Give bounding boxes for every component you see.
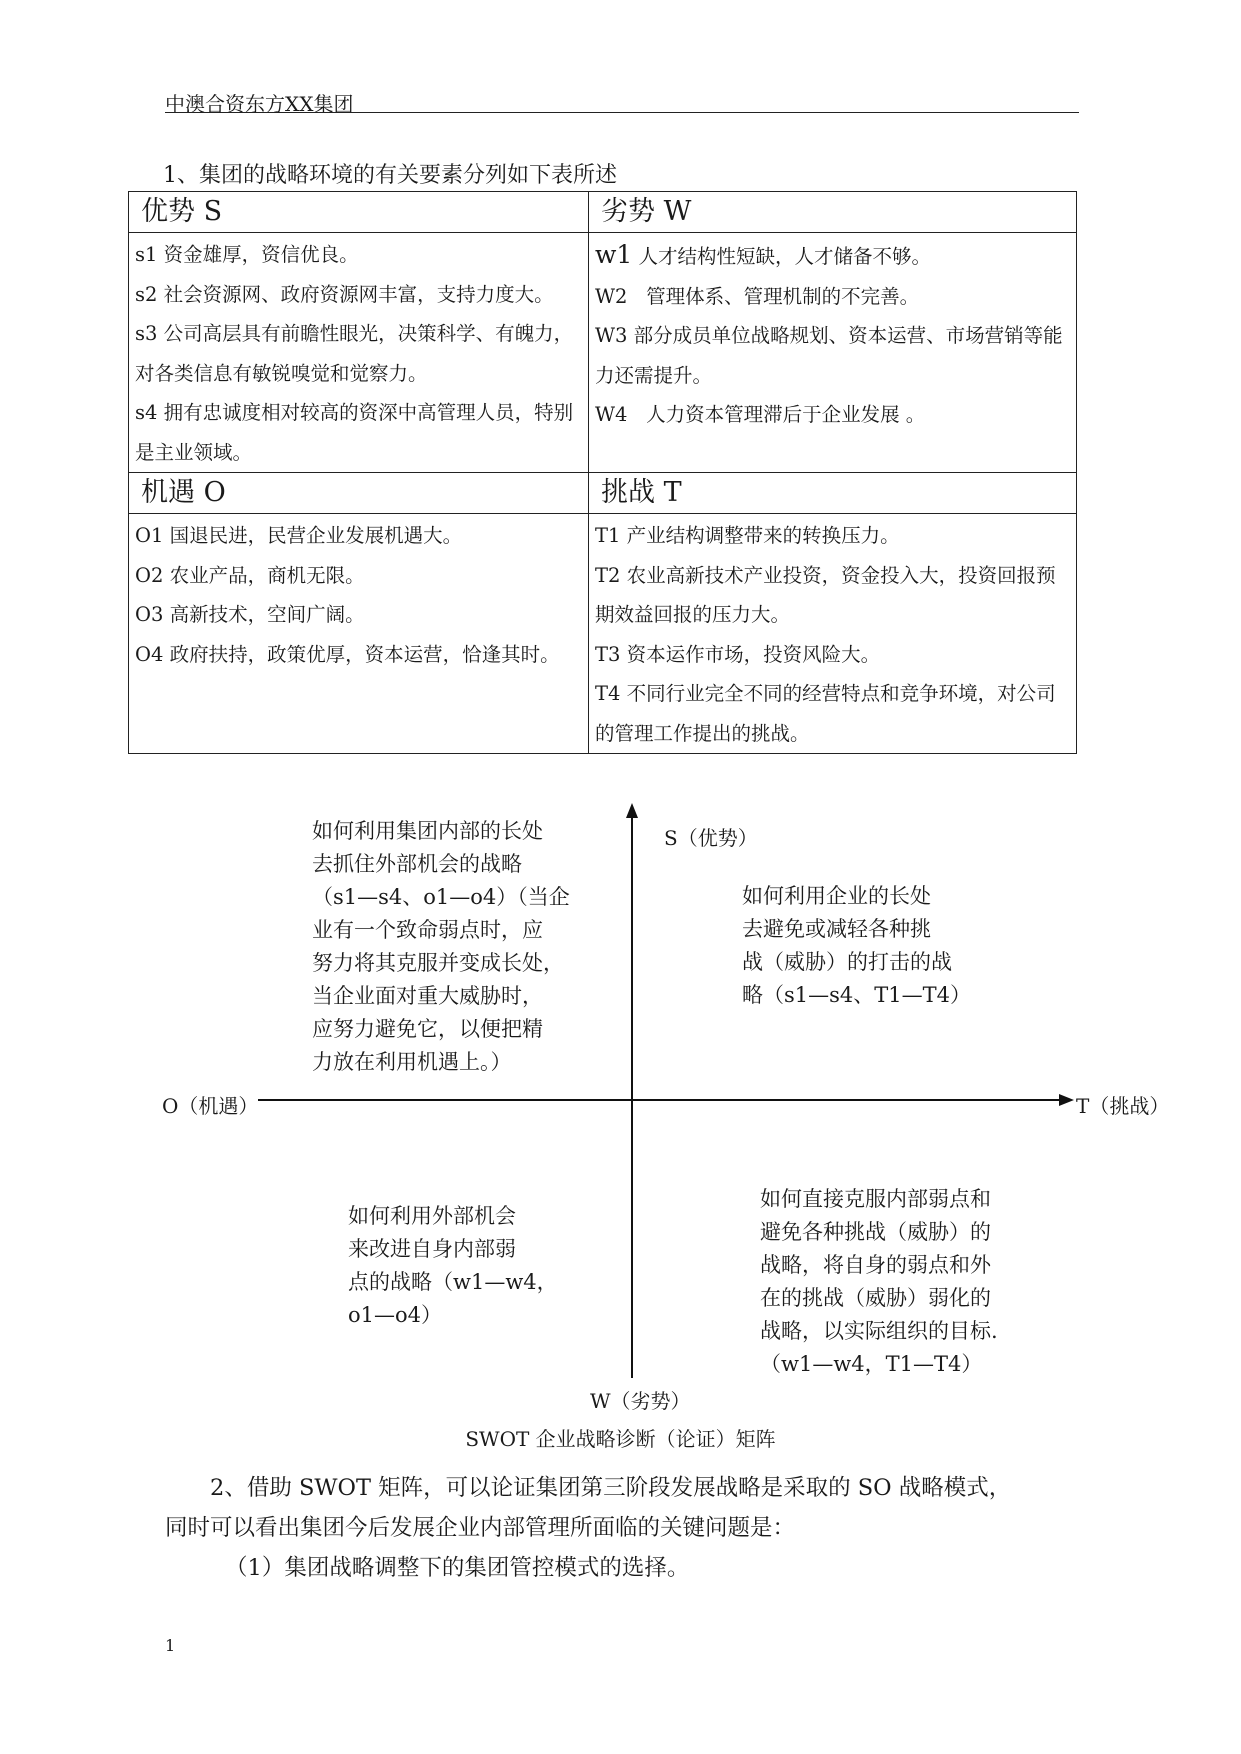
- threat-item: T1 产业结构调整带来的转换压力。: [595, 524, 900, 547]
- quadrant-wt: 如何直接克服内部弱点和 避免各种挑战（威胁）的 战略，将自身的弱点和外 在的挑战（威胁）弱化的 战略，以实际组织的目标. （w1—w4，T1—T4）: [760, 1187, 998, 1376]
- weakness-item: W3 部分成员单位战略规划、资本运营、市场营销等能力还需提升。: [595, 324, 1063, 387]
- opportunity-item: O2 农业产品，商机无限。: [135, 563, 365, 587]
- opportunity-item: O1 国退民进，民营企业发展机遇大。: [135, 524, 463, 547]
- quadrant-st: 如何利用企业的长处 去避免或减轻各种挑 战（威胁）的打击的战 略（s1—s4、T1—T4）: [742, 884, 972, 1007]
- weakness-code: W4: [595, 403, 628, 426]
- threat-item: T4 不同行业完全不同的经营特点和竞争环境，对公司的管理工作提出的挑战。: [595, 682, 1056, 745]
- threats-header: 挑战 T: [589, 473, 1077, 514]
- strength-item: s4 拥有忠诚度相对较高的资深中高管理人员，特别是主业领域。: [135, 401, 574, 464]
- strength-item: s2 社会资源网、政府资源网丰富，支持力度大。: [135, 282, 554, 306]
- weakness-item: W4 人力资本管理滞后于企业发展 。: [595, 403, 926, 426]
- intro-heading: 1、集团的战略环境的有关要素分列如下表所述: [163, 163, 617, 188]
- vertical-axis-arrowhead: [626, 803, 638, 818]
- horizontal-axis-arrowhead: [1059, 1094, 1074, 1106]
- weakness-code: w1: [595, 240, 633, 269]
- matrix-caption: SWOT 企业战略诊断（论证）矩阵: [465, 1427, 776, 1451]
- weakness-item: w1 人才结构性短缺，人才储备不够。: [595, 240, 932, 269]
- axis-label-threats: T（挑战）: [1076, 1094, 1170, 1118]
- page-header: 中澳合资东方XX集团: [165, 92, 354, 116]
- page-number: 1: [165, 1636, 176, 1655]
- weakness-code: W2: [595, 284, 628, 308]
- opportunity-item: O3 高新技术，空间广阔。: [135, 603, 365, 626]
- axis-label-weaknesses: W（劣势）: [590, 1389, 691, 1413]
- weakness-item: W2 管理体系、管理机制的不完善。: [595, 284, 920, 308]
- threat-item: T2 农业高新技术产业投资，资金投入大，投资回报预期效益回报的压力大。: [595, 563, 1056, 626]
- weakness-code: W3: [595, 324, 628, 347]
- axis-label-opportunities: O（机遇）: [162, 1094, 259, 1118]
- weaknesses-header: 劣势 W: [589, 192, 1077, 233]
- conclusion-item-1: （1）集团战略调整下的集团管控模式的选择。: [225, 1555, 690, 1581]
- quadrant-so: 如何利用集团内部的长处 去抓住外部机会的战略 （s1—s4、o1—o4）（当企 业有一个致命弱点时，应 努力将其克服并变成长处， 当企业面对重大威胁时， 应努力避免它，以便把精 力放在利用机遇上。）: [312, 819, 570, 1074]
- opportunities-header: 机遇 O: [129, 473, 589, 514]
- opportunity-item: O4 政府扶持，政策优厚，资本运营，恰逢其时。: [135, 642, 560, 666]
- strength-item: s1 资金雄厚，资信优良。: [135, 243, 359, 266]
- conclusion-line-2: 同时可以看出集团今后发展企业内部管理所面临的关键问题是：: [165, 1515, 796, 1541]
- conclusion-line-1: 2、借助 SWOT 矩阵，可以论证集团第三阶段发展战略是采取的 SO 战略模式，: [210, 1475, 1012, 1501]
- strengths-header: 优势 S: [129, 192, 589, 233]
- threat-item: T3 资本运作市场，投资风险大。: [595, 642, 881, 666]
- strength-item: s3 公司高层具有前瞻性眼光，决策科学、有魄力，对各类信息有敏锐嗅觉和觉察力。: [135, 322, 574, 385]
- quadrant-wo: 如何利用外部机会 来改进自身内部弱 点的战略（w1—w4， o1—o4）: [348, 1204, 558, 1327]
- axis-label-strengths: S（优势）: [664, 826, 758, 850]
